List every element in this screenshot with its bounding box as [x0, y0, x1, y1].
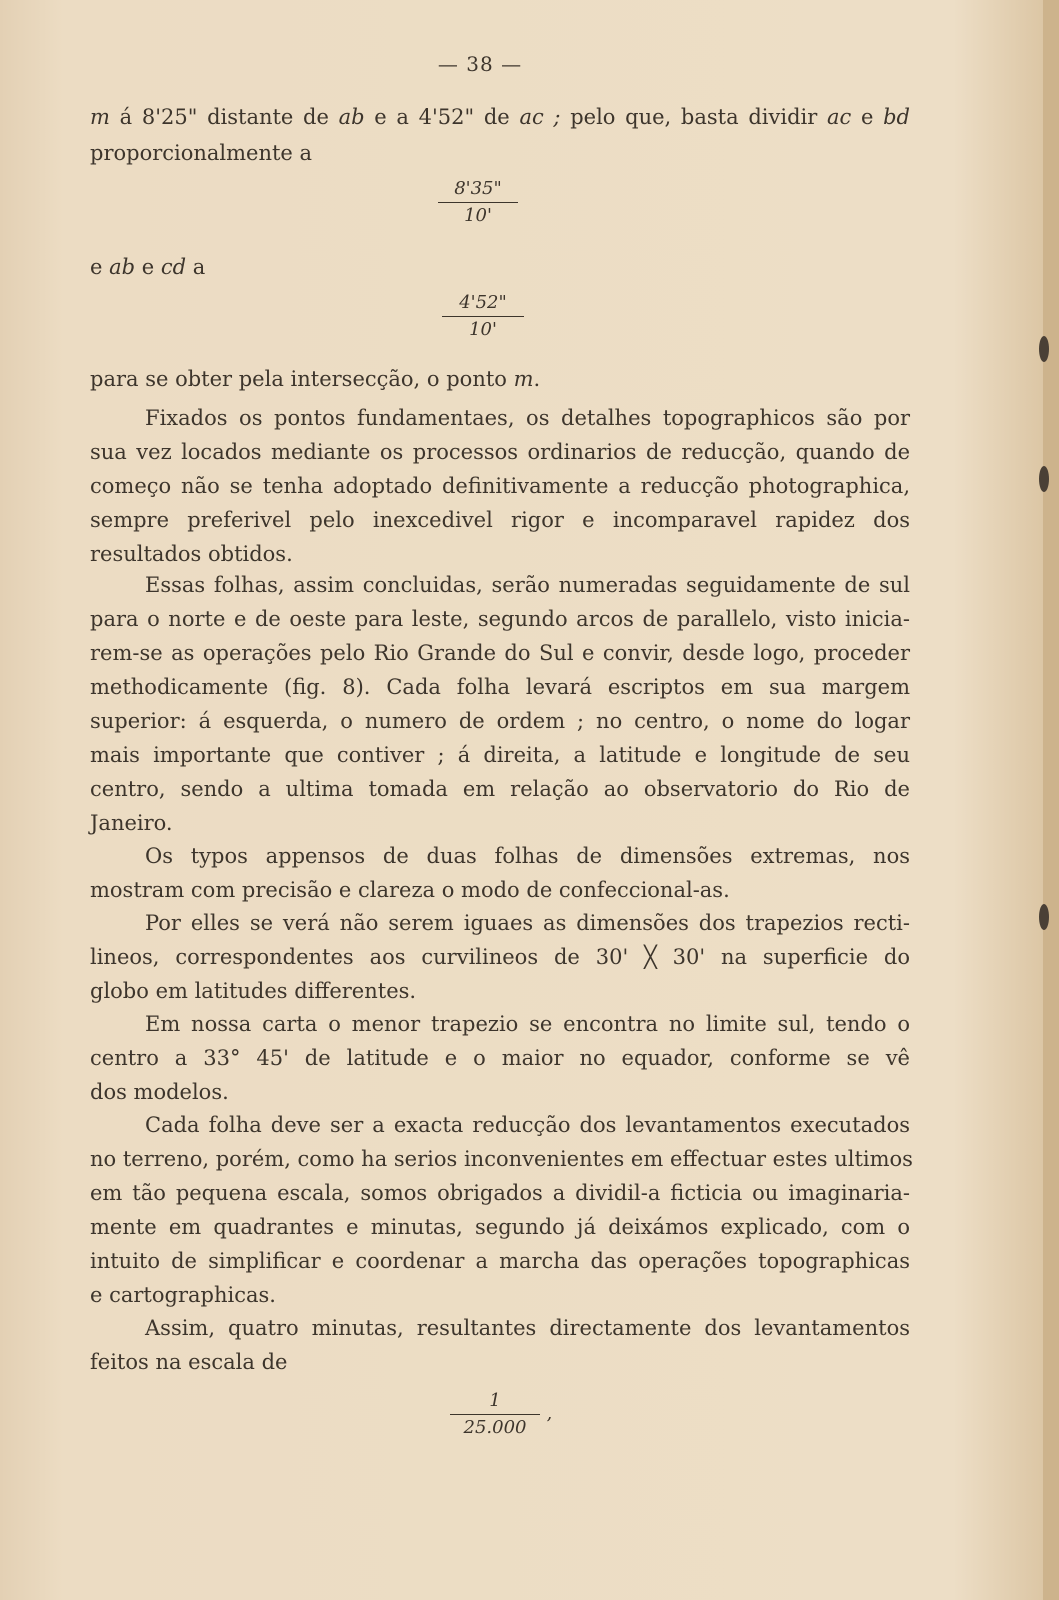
paragraph-line: Essas folhas, assim concluidas, serão numeradas seguidamente de sul	[145, 573, 910, 597]
paragraph-line: Em nossa carta o menor trapezio se encontra no limite sul, tendo o	[145, 1012, 910, 1036]
paragraph-line: centro, sendo a ultima tomada em relação ao observatorio do Rio de	[90, 777, 910, 801]
paragraph-line: começo não se tenha adoptado definitivamente a reducção photographica,	[90, 474, 910, 498]
paragraph-line: superior: á esquerda, o numero de ordem ; no centro, o nome do logar	[90, 709, 910, 733]
fraction-denominator: 10'	[464, 205, 492, 226]
fraction-numerator: 1	[450, 1388, 540, 1415]
fraction	[442, 290, 524, 343]
paragraph-line: rem-se as operações pelo Rio Grande do Sul e convir, desde logo, proceder	[90, 641, 910, 665]
paragraph-line: Assim, quatro minutas, resultantes directamente dos levantamentos	[145, 1316, 910, 1340]
paragraph-line: intuito de simplificar e coordenar a marcha das operações topographicas	[90, 1249, 910, 1273]
binding-hole	[1039, 336, 1049, 362]
binding-hole	[1039, 904, 1049, 930]
text-line: para se obter pela intersecção, o ponto m.	[90, 367, 541, 391]
paragraph-line: Janeiro.	[90, 811, 173, 835]
paragraph-line: resultados obtidos.	[90, 542, 293, 566]
text-line: m á 8'25" distante de ab e a 4'52" de ac ; pelo que, basta dividir ac e bd	[90, 105, 910, 129]
fraction	[450, 1388, 540, 1441]
paragraph-line: globo em latitudes differentes.	[90, 979, 417, 1003]
var-m: m	[90, 105, 110, 129]
paragraph-line: mostram com precisão e clareza o modo de confeccional-as.	[90, 878, 730, 902]
paragraph-line: mais importante que contiver ; á direita, a latitude e longitude de seu	[90, 743, 910, 767]
binding-hole	[1039, 466, 1049, 492]
paragraph-line: sua vez locados mediante os processos ordinarios de reducção, quando de	[90, 440, 910, 464]
text-line: proporcionalmente a	[90, 141, 313, 165]
paragraph-line: Por elles se verá não serem iguaes as dimensões dos trapezios recti-	[145, 911, 910, 935]
paragraph-line: Fixados os pontos fundamentaes, os detalhes topographicos são por	[145, 406, 910, 430]
fraction-suffix: ’	[546, 1414, 552, 1435]
paragraph-line: e cartographicas.	[90, 1283, 276, 1307]
paragraph-line: em tão pequena escala, somos obrigados a dividil-a ficticia ou imaginaria-	[90, 1181, 910, 1205]
paragraph-line: dos modelos.	[90, 1080, 229, 1104]
page-number: — 38 —	[437, 52, 523, 76]
fraction	[438, 176, 518, 229]
paragraph-line: feitos na escala de	[90, 1350, 288, 1374]
paragraph-line: methodicamente (fig. 8). Cada folha levará escriptos em sua margem	[90, 675, 910, 699]
text-line: e ab e cd a	[90, 255, 206, 279]
paragraph-line: Cada folha deve ser a exacta reducção dos levantamentos executados	[145, 1113, 910, 1137]
fraction-denominator: 25.000	[463, 1417, 527, 1438]
page-edge	[1043, 0, 1059, 1600]
fraction-numerator: 4'52"	[442, 290, 524, 317]
paragraph-line: para o norte e de oeste para leste, segundo arcos de parallelo, visto inicia-	[90, 607, 910, 631]
paragraph-line: lineos, correspondentes aos curvilineos de 30' ╳ 30' na superficie do	[90, 945, 910, 969]
paragraph-line: no terreno, porém, como ha serios inconvenientes em effectuar estes ultimos	[90, 1147, 913, 1171]
fraction-numerator: 8'35"	[438, 176, 518, 203]
paragraph-line: Os typos appensos de duas folhas de dimensões extremas, nos	[145, 844, 910, 868]
paragraph-line: sempre preferivel pelo inexcedivel rigor e incomparavel rapidez dos	[90, 508, 910, 532]
paragraph-line: centro a 33° 45' de latitude e o maior no equador, conforme se vê	[90, 1046, 910, 1070]
fraction-denominator: 10'	[469, 319, 497, 340]
paragraph-line: mente em quadrantes e minutas, segundo já deixámos explicado, com o	[90, 1215, 910, 1239]
